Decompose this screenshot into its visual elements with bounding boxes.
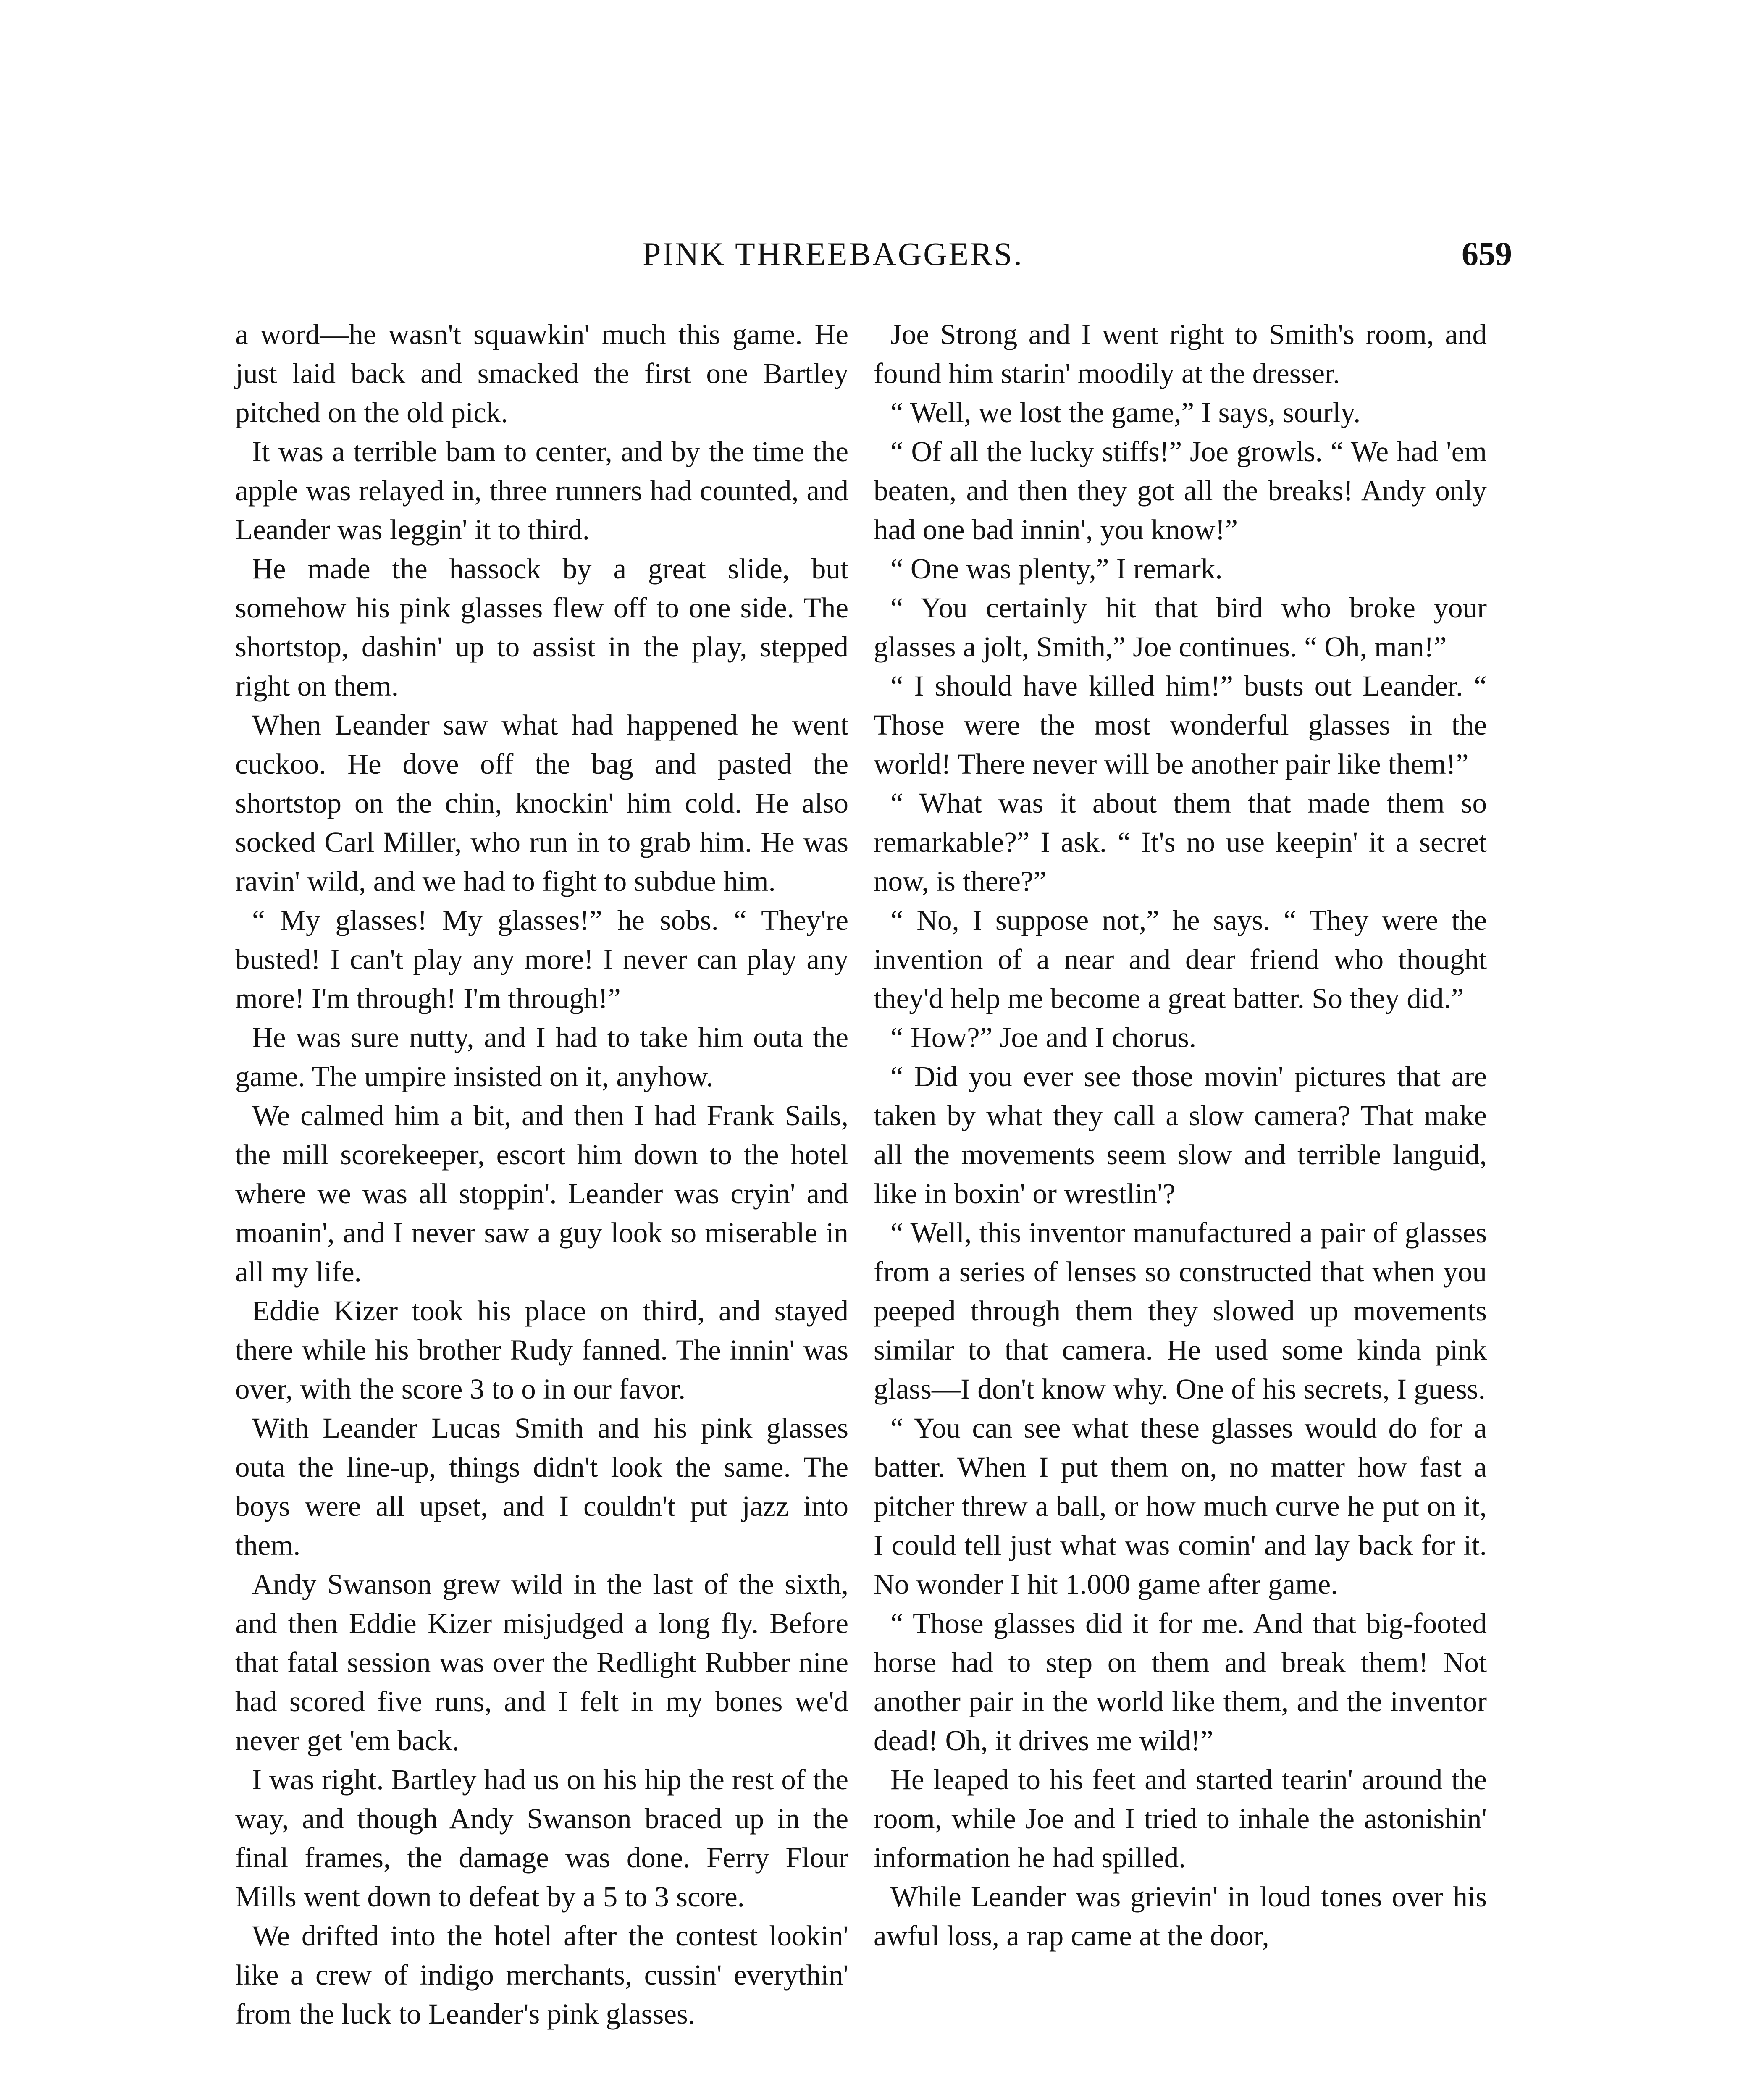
paragraph: “ No, I suppose not,” he says. “ They were the invention of a near and dear friend who thought they'd help me become a great batter. So they did.” [874, 904, 1487, 1014]
paragraph: We calmed him a bit, and then I had Frank Sails, the mill scorekeeper, escort him down to the hotel where we was all stoppin'. Leander was cryin' and moanin', and I never saw a guy look so miserable in all my life. [235, 1100, 848, 1288]
paragraph: He was sure nutty, and I had to take him outa the game. The umpire insisted on it, anyhow. [235, 1021, 848, 1092]
paragraph: It was a terrible bam to center, and by the time the apple was relayed in, three runners had counted, and Leander was leggin' it to third. [235, 436, 848, 546]
paragraph: “ My glasses! My glasses!” he sobs. “ They're busted! I can't play any more! I never can play any more! I'm through! I'm through!” [235, 904, 848, 1014]
right-column [874, 315, 1487, 1956]
paragraph: While Leander was grievin' in loud tones over his awful loss, a rap came at the door, [874, 1881, 1487, 1952]
paragraph: Andy Swanson grew wild in the last of the sixth, and then Eddie Kizer misjudged a long fly. Before that fatal session was over the Redlight Rubber nine had scored five runs, and I felt in my bones we'd never get 'em back. [235, 1568, 848, 1756]
paragraph: With Leander Lucas Smith and his pink glasses outa the line-up, things didn't look the same. The boys were all upset, and I couldn't put jazz into them. [235, 1412, 848, 1561]
paragraph: “ One was plenty,” I remark. [890, 553, 1223, 585]
paragraph: “ I should have killed him!” busts out Leander. “ Those were the most wonderful glasses in the world! There never will be another pair like them!” [874, 670, 1487, 780]
paragraph: When Leander saw what had happened he went cuckoo. He dove off the bag and pasted the shortstop on the chin, knockin' him cold. He also socked Carl Miller, who run in to grab him. He was ravin' wild, and we had to fight to subdue him. [235, 709, 848, 897]
paragraph: We drifted into the hotel after the contest lookin' like a crew of indigo merchants, cussin' everythin' from the luck to Leander's pink glasses. [235, 1920, 848, 2030]
paragraph: I was right. Bartley had us on his hip the rest of the way, and though Andy Swanson braced up in the final frames, the damage was done. Ferry Flour Mills went down to defeat by a 5 to 3 score. [235, 1764, 848, 1913]
page-number: 659 [1462, 236, 1512, 273]
paragraph: “ Those glasses did it for me. And that big-footed horse had to step on them and break them! Not another pair in the world like them, and the inventor dead! Oh, it drives me wild!” [874, 1607, 1487, 1756]
paragraph: “ Well, we lost the game,” I says, sourly. [890, 396, 1361, 428]
paragraph: He made the hassock by a great slide, but somehow his pink glasses flew off to one side. The shortstop, dashin' up to assist in the play, stepped right on them. [235, 553, 848, 702]
paragraph: “ Well, this inventor manufactured a pair of glasses from a series of lenses so constructed that when you peeped through them they slowed up movements similar to that camera. He used some kinda pink glass—I don't know why. One of his secrets, I guess. [874, 1217, 1487, 1405]
paragraph: He leaped to his feet and started tearin' around the room, while Joe and I tried to inhale the astonishin' information he had spilled. [874, 1764, 1487, 1874]
running-title: PINK THREEBAGGERS. [643, 236, 1024, 272]
paragraph: “ What was it about them that made them so remarkable?” I ask. “ It's no use keepin' it a secret now, is there?” [874, 787, 1487, 897]
paragraph: “ You can see what these glasses would do for a batter. When I put them on, no matter how fast a pitcher threw a ball, or how much curve he put on it, I could tell just what was comin' and lay back for it. No wonder I hit 1.000 game after game. [874, 1412, 1487, 1600]
paragraph: a word—he wasn't squawkin' much this game. He just laid back and smacked the first one Bartley pitched on the old pick. [235, 318, 848, 428]
paragraph: “ Did you ever see those movin' pictures that are taken by what they call a slow camera? That make all the movements seem slow and terrible languid, like in boxin' or wrestlin'? [874, 1060, 1487, 1210]
left-column [235, 315, 848, 2034]
paragraph: “ How?” Joe and I chorus. [890, 1021, 1197, 1053]
paragraph: Joe Strong and I went right to Smith's room, and found him starin' moodily at the dresser. [874, 318, 1487, 389]
paragraph: Eddie Kizer took his place on third, and stayed there while his brother Rudy fanned. The innin' was over, with the score 3 to o in our favor. [235, 1295, 848, 1405]
paragraph: “ Of all the lucky stiffs!” Joe growls. “ We had 'em beaten, and then they got all the breaks! Andy only had one bad innin', you know!” [874, 436, 1487, 546]
page-header [630, 235, 1512, 281]
paragraph: “ You certainly hit that bird who broke your glasses a jolt, Smith,” Joe continues. “ Oh, man!” [874, 592, 1487, 663]
